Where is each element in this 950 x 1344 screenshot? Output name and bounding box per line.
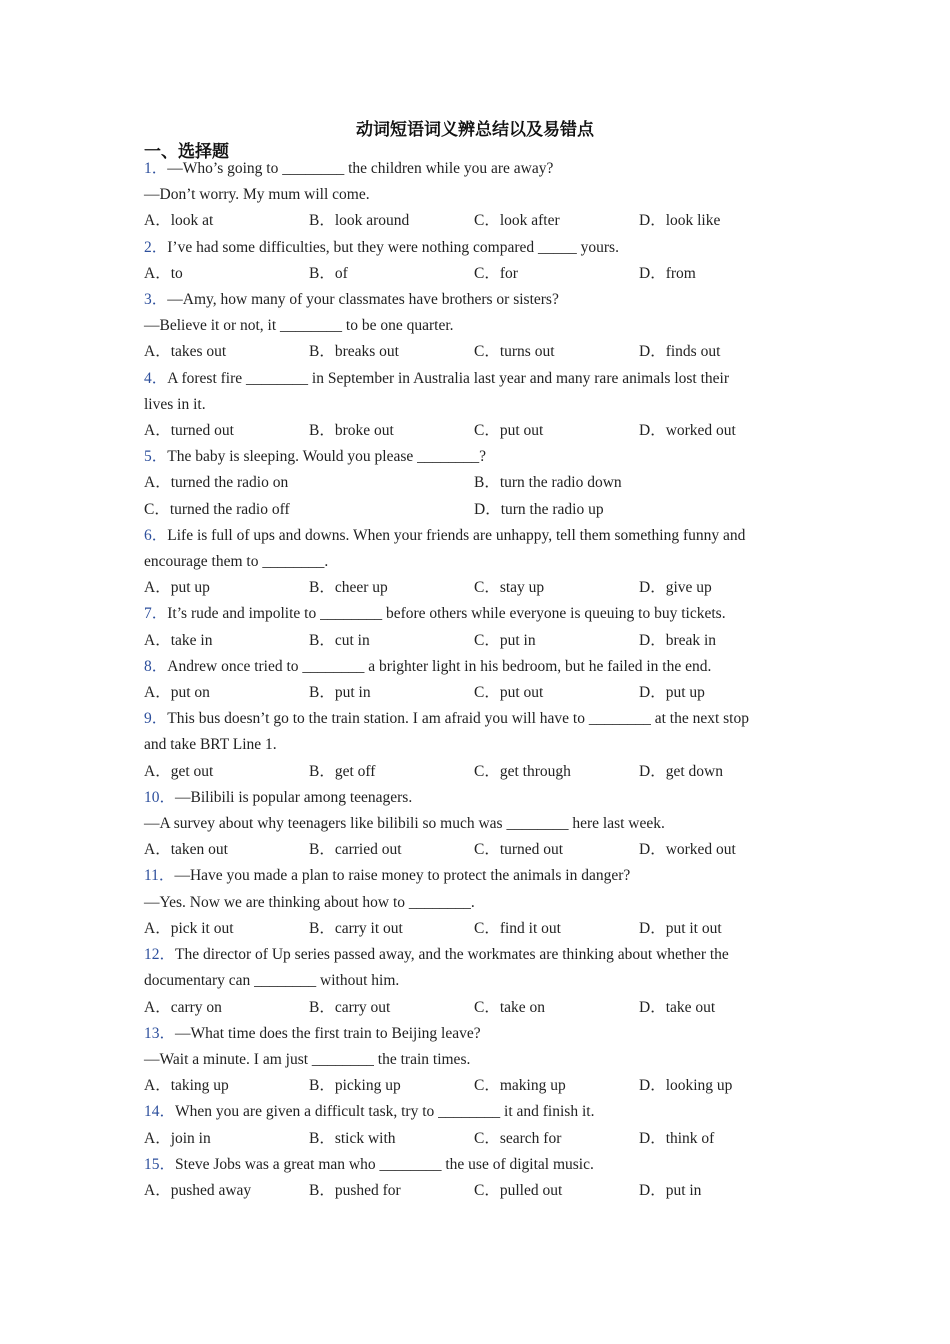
options-row [144, 418, 804, 444]
question-text: When you are given a difficult task, try to ________ it and finish it. [175, 1103, 595, 1121]
answer-option[interactable]: A．put up [144, 579, 210, 597]
answer-option[interactable]: D．finds out [639, 343, 721, 361]
answer-option[interactable]: C．turned the radio off [144, 500, 290, 518]
answer-option[interactable]: B．turn the radio down [474, 474, 622, 492]
question-stem-continued [144, 1047, 804, 1073]
question-item [144, 601, 804, 653]
question-number: 11． [144, 867, 175, 885]
answer-option[interactable]: A．turned out [144, 422, 234, 440]
question-stem [144, 863, 804, 889]
answer-option[interactable]: B．breaks out [309, 343, 399, 361]
options-row [144, 497, 804, 523]
question-text: —What time does the first train to Beijing leave? [175, 1024, 481, 1042]
question-item [144, 785, 804, 864]
question-number: 3． [144, 291, 168, 309]
question-stem [144, 523, 804, 549]
answer-option[interactable]: A．join in [144, 1129, 211, 1147]
question-stem [144, 444, 804, 470]
options-row [144, 628, 804, 654]
answer-option[interactable]: C．stay up [474, 579, 545, 597]
question-item [144, 654, 804, 706]
question-stem [144, 287, 804, 313]
question-stem [144, 156, 804, 182]
answer-option[interactable]: A．look at [144, 212, 214, 230]
question-item [144, 366, 804, 445]
question-number: 15． [144, 1155, 176, 1173]
answer-option[interactable]: C．turns out [474, 343, 555, 361]
answer-option[interactable]: A．take in [144, 631, 213, 649]
question-stem-continued [144, 549, 804, 575]
options-row [144, 1178, 804, 1204]
question-stem-continued [144, 890, 804, 916]
options-row [144, 680, 804, 706]
answer-option[interactable]: A．taken out [144, 841, 228, 859]
document-title: 动词短语词义辨总结以及易错点 [356, 120, 594, 140]
answer-option[interactable]: C．put out [474, 684, 544, 702]
answer-option[interactable]: D．get down [639, 762, 723, 780]
question-number: 9． [144, 710, 168, 728]
options-row [144, 995, 804, 1021]
question-number: 5． [144, 448, 168, 466]
question-item [144, 863, 804, 942]
question-number: 4． [144, 369, 168, 387]
answer-option[interactable]: C．making up [474, 1077, 566, 1095]
options-row [144, 759, 804, 785]
question-stem [144, 1021, 804, 1047]
question-stem [144, 1152, 804, 1178]
answer-option[interactable]: B．cheer up [309, 579, 388, 597]
question-text: —Believe it or not, it ________ to be one quarter. [144, 317, 454, 335]
answer-option[interactable]: A．pushed away [144, 1181, 252, 1199]
answer-option[interactable]: B．cut in [309, 631, 370, 649]
answer-option[interactable]: B．carry out [309, 998, 391, 1016]
answer-option[interactable]: B．look around [309, 212, 410, 230]
question-text: —Who’s going to ________ the children while you are away? [167, 160, 554, 177]
answer-option[interactable]: B．pushed for [309, 1181, 401, 1199]
question-number: 8． [144, 657, 168, 675]
answer-option[interactable]: A．carry on [144, 998, 222, 1016]
question-item [144, 1152, 804, 1204]
question-item [144, 1021, 804, 1100]
question-number: 10． [144, 788, 176, 806]
question-text: documentary can ________ without him. [144, 972, 400, 990]
answer-option[interactable]: B．carried out [309, 841, 402, 859]
question-item [144, 523, 804, 602]
question-stem [144, 942, 804, 968]
answer-option[interactable]: C．get through [474, 762, 571, 780]
question-item [144, 942, 804, 1021]
answer-option[interactable]: A．turned the radio on [144, 474, 289, 492]
question-stem [144, 1099, 804, 1125]
question-number: 6． [144, 526, 168, 544]
answer-option[interactable]: D．put up [639, 684, 705, 702]
question-text: The baby is sleeping. Would you please ________? [167, 448, 487, 466]
answer-option[interactable]: D．put in [639, 1181, 702, 1199]
question-stem-continued [144, 968, 804, 994]
answer-option[interactable]: A．to [144, 264, 183, 282]
question-text: Steve Jobs was a great man who ________ the use of digital music. [175, 1155, 594, 1173]
question-text: —Yes. Now we are thinking about how to ________. [144, 893, 475, 911]
answer-option[interactable]: C．pulled out [474, 1181, 563, 1199]
answer-option[interactable]: C．take on [474, 998, 546, 1016]
question-text: This bus doesn’t go to the train station. I am afraid you will have to ________ at the next stop [167, 710, 749, 728]
answer-option[interactable]: B．get off [309, 762, 376, 780]
answer-option[interactable]: C．put in [474, 631, 536, 649]
question-stem [144, 706, 804, 732]
answer-option[interactable]: D．from [639, 264, 696, 282]
options-row [144, 470, 804, 496]
options-row [144, 208, 804, 234]
question-text: A forest fire ________ in September in Australia last year and many rare animals lost their [167, 369, 729, 387]
question-item [144, 1099, 804, 1151]
options-row [144, 261, 804, 287]
answer-option[interactable]: B．picking up [309, 1077, 401, 1095]
question-item [144, 444, 804, 523]
answer-option[interactable]: B．put in [309, 684, 371, 702]
answer-option[interactable]: A．put on [144, 684, 210, 702]
question-text: encourage them to ________. [144, 553, 329, 571]
options-row [144, 837, 804, 863]
answer-option[interactable]: D．take out [639, 998, 716, 1016]
question-text: —A survey about why teenagers like bilibili so much was ________ here last week. [144, 815, 665, 833]
answer-option[interactable]: C．search for [474, 1129, 562, 1147]
question-stem-continued [144, 811, 804, 837]
question-item [144, 156, 804, 235]
answer-option[interactable]: D．put it out [639, 919, 722, 937]
question-item [144, 706, 804, 785]
question-item [144, 235, 804, 287]
question-stem [144, 601, 804, 627]
answer-option[interactable]: C．for [474, 264, 518, 282]
question-list [144, 156, 804, 1204]
answer-option[interactable]: C．put out [474, 422, 544, 440]
question-item [144, 287, 804, 366]
answer-option[interactable]: D．look like [639, 212, 721, 230]
question-stem-continued [144, 313, 804, 339]
question-number: 7． [144, 605, 168, 623]
question-number: 1． [144, 160, 168, 177]
answer-option[interactable]: B．of [309, 264, 348, 282]
answer-option[interactable]: D．break in [639, 631, 717, 649]
answer-option[interactable]: C．find it out [474, 919, 561, 937]
options-row [144, 1126, 804, 1152]
options-row [144, 916, 804, 942]
question-text: Andrew once tried to ________ a brighter light in his bedroom, but he failed in the end. [167, 657, 712, 675]
answer-option[interactable]: B．carry it out [309, 919, 403, 937]
answer-option[interactable]: A．taking up [144, 1077, 229, 1095]
question-number: 12． [144, 946, 176, 964]
question-number: 13． [144, 1024, 176, 1042]
question-stem-continued [144, 732, 804, 758]
question-text: —Have you made a plan to raise money to protect the animals in danger? [174, 867, 631, 885]
options-row [144, 339, 804, 365]
answer-option[interactable]: D．looking up [639, 1077, 733, 1095]
answer-option[interactable]: A．takes out [144, 343, 227, 361]
question-stem-continued [144, 182, 804, 208]
question-text: The director of Up series passed away, and the workmates are thinking about whether the [175, 946, 729, 964]
answer-option[interactable]: A．get out [144, 762, 214, 780]
question-stem [144, 366, 804, 392]
answer-option[interactable]: B．broke out [309, 422, 394, 440]
question-number: 14． [144, 1103, 176, 1121]
question-text: I’ve had some difficulties, but they were nothing compared _____ yours. [167, 238, 619, 256]
answer-option[interactable]: D．think of [639, 1129, 715, 1147]
question-text: and take BRT Line 1. [144, 736, 277, 754]
question-text: —Amy, how many of your classmates have brothers or sisters? [167, 291, 559, 309]
question-text: It’s rude and impolite to ________ before others while everyone is queuing to buy tickets. [167, 605, 726, 623]
answer-option[interactable]: C．look after [474, 212, 560, 230]
answer-option[interactable]: C．turned out [474, 841, 564, 859]
options-row [144, 1073, 804, 1099]
question-stem [144, 235, 804, 261]
answer-option[interactable]: D．turn the radio up [474, 500, 604, 518]
question-text: —Bilibili is popular among teenagers. [175, 788, 413, 806]
question-text: lives in it. [144, 395, 206, 413]
options-row [144, 575, 804, 601]
question-stem-continued [144, 392, 804, 418]
question-stem [144, 654, 804, 680]
question-stem [144, 785, 804, 811]
answer-option[interactable]: D．worked out [639, 422, 736, 440]
question-number: 2． [144, 238, 168, 256]
answer-option[interactable]: A．pick it out [144, 919, 234, 937]
section-heading: 一、选择题 [144, 142, 229, 162]
answer-option[interactable]: B．stick with [309, 1129, 396, 1147]
question-text: —Wait a minute. I am just ________ the train times. [144, 1050, 471, 1068]
question-text: —Don’t worry. My mum will come. [144, 186, 370, 204]
answer-option[interactable]: D．give up [639, 579, 712, 597]
answer-option[interactable]: D．worked out [639, 841, 736, 859]
question-text: Life is full of ups and downs. When your friends are unhappy, tell them something funny and [167, 526, 746, 544]
